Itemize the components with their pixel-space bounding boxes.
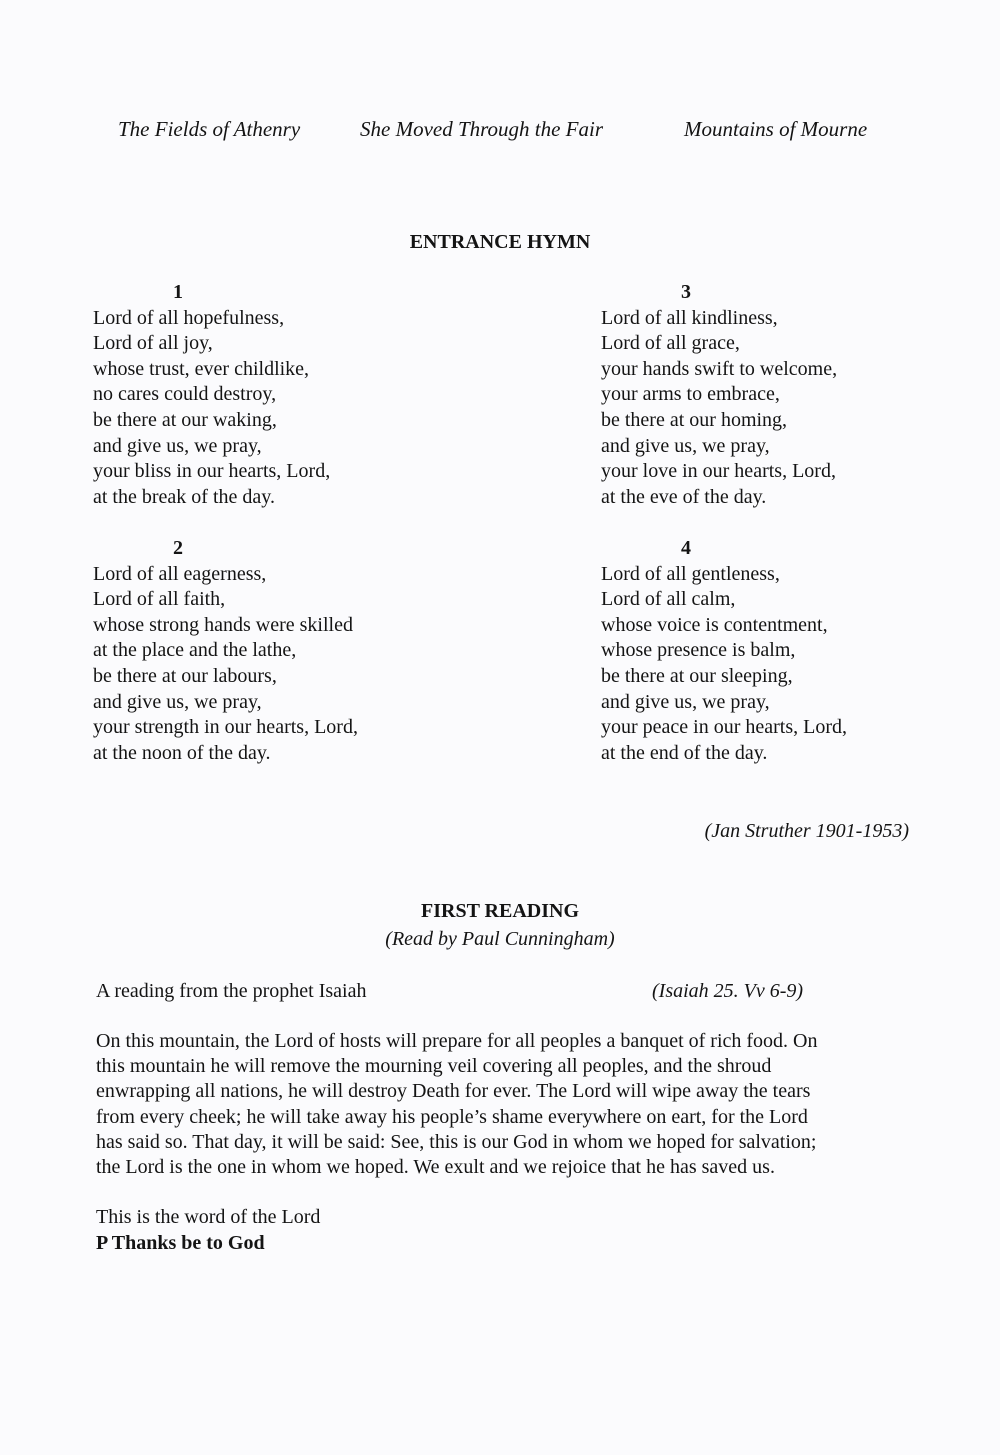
- verse-line: be there at our waking,: [93, 408, 277, 431]
- verse-line: whose strong hands were skilled: [93, 613, 353, 636]
- reading-line: from every cheek; he will take away his people’s shame everywhere on eart, for the Lord: [96, 1105, 808, 1128]
- verse-number: 2: [173, 537, 183, 559]
- hymn-verse: [93, 536, 358, 766]
- verse-line: Lord of all calm,: [601, 588, 736, 611]
- verse-line: and give us, we pray,: [93, 690, 262, 713]
- tune-name: She Moved Through the Fair: [360, 117, 604, 141]
- scripture-citation: (Isaiah 25. Vv 6-9): [652, 980, 804, 1002]
- verse-line: and give us, we pray,: [601, 434, 770, 457]
- verse-line: whose trust, ever childlike,: [93, 357, 310, 380]
- verse-line: be there at our sleeping,: [601, 664, 793, 687]
- verse-line: Lord of all faith,: [93, 588, 226, 611]
- first-reading-heading: FIRST READING: [421, 900, 579, 922]
- verse-line: Lord of all eagerness,: [93, 562, 267, 585]
- verse-line: your hands swift to welcome,: [601, 357, 838, 380]
- tune-name: The Fields of Athenry: [118, 117, 301, 141]
- reading-text: [96, 1029, 918, 1180]
- hymn-verse: [601, 280, 837, 510]
- verse-line: at the noon of the day.: [93, 741, 271, 764]
- verse-line: Lord of all kindliness,: [601, 306, 778, 329]
- reading-line: the Lord is the one in whom we hoped. We exult and we rejoice that he has saved us.: [96, 1156, 775, 1179]
- reading-line: On this mountain, the Lord of hosts will prepare for all peoples a banquet of rich food. On: [96, 1030, 818, 1052]
- verse-line: and give us, we pray,: [601, 690, 770, 713]
- hymn-verse: [93, 280, 330, 510]
- verse-line: whose presence is balm,: [601, 639, 796, 662]
- verse-number: 1: [173, 281, 183, 303]
- verse-line: be there at our labours,: [93, 664, 277, 687]
- verse-line: at the place and the lathe,: [93, 639, 297, 662]
- verse-line: your peace in our hearts, Lord,: [601, 716, 848, 739]
- verse-line: your strength in our hearts, Lord,: [93, 716, 358, 739]
- verse-line: Lord of all gentleness,: [601, 562, 780, 585]
- verse-line: no cares could destroy,: [93, 383, 277, 406]
- verse-number: 4: [681, 537, 691, 559]
- reading-line: this mountain he will remove the mourning veil covering all peoples, and the shroud: [96, 1055, 772, 1078]
- verse-line: whose voice is contentment,: [601, 613, 828, 636]
- reading-intro: A reading from the prophet Isaiah: [96, 980, 367, 1002]
- reading-closing: This is the word of the Lord: [96, 1206, 321, 1228]
- verse-line: at the break of the day.: [93, 485, 275, 508]
- verse-line: and give us, we pray,: [93, 434, 262, 457]
- verse-line: Lord of all grace,: [601, 332, 740, 355]
- congregation-response: P Thanks be to God: [96, 1232, 265, 1254]
- hymn-attribution: (Jan Struther 1901-1953): [704, 820, 909, 842]
- tune-name: Mountains of Mourne: [684, 117, 868, 141]
- verse-line: your bliss in our hearts, Lord,: [93, 460, 331, 483]
- verse-line: at the eve of the day.: [601, 485, 767, 508]
- reading-line: has said so. That day, it will be said: See, this is our God in whom we hoped for salvation;: [96, 1130, 817, 1153]
- verse-line: Lord of all hopefulness,: [93, 306, 285, 329]
- reading-line: enwrapping all nations, he will destroy Death for ever. The Lord will wipe away the tears: [96, 1080, 811, 1103]
- entrance-hymn-heading: ENTRANCE HYMN: [409, 231, 591, 253]
- reader-name: (Read by Paul Cunningham): [385, 928, 615, 950]
- verse-line: at the end of the day.: [601, 741, 768, 764]
- hymn-verse: [601, 536, 847, 766]
- verse-number: 3: [681, 281, 691, 303]
- verse-line: Lord of all joy,: [93, 332, 213, 355]
- verse-line: be there at our homing,: [601, 408, 788, 431]
- verse-line: your arms to embrace,: [601, 383, 780, 406]
- verse-line: your love in our hearts, Lord,: [601, 460, 836, 483]
